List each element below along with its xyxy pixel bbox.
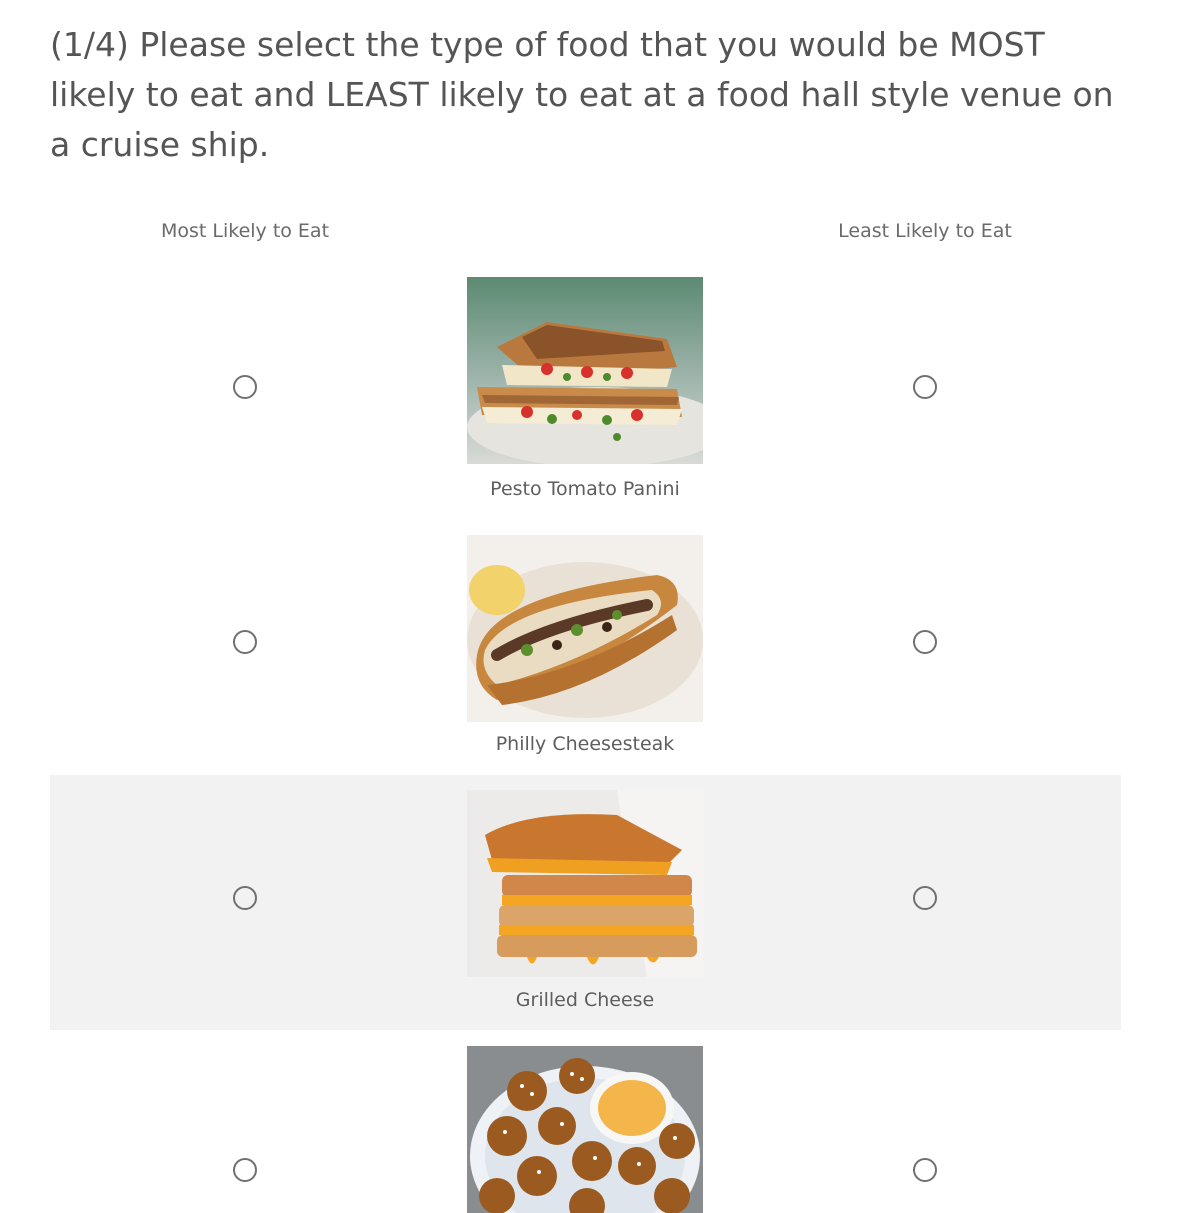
maxdiff-row-pesto-tomato-panini — [50, 265, 1121, 520]
maxdiff-row-grilled-cheese — [50, 775, 1121, 1030]
least-likely-column-header: Least Likely to Eat — [838, 220, 1012, 242]
question-text: (1/4) Please select the type of food that you would be MOST likely to eat and LEAST likely to eat at a food hall style venue on a cruise ship. — [50, 25, 1114, 164]
maxdiff-row-philly-cheesesteak — [50, 520, 1121, 775]
food-label-pesto-tomato-panini: Pesto Tomato Panini — [490, 478, 680, 500]
least-likely-radio[interactable] — [913, 630, 937, 654]
grilled-cheese-image[interactable] — [467, 790, 703, 977]
pesto-tomato-panini-image[interactable] — [467, 277, 703, 464]
most-likely-column-header: Most Likely to Eat — [160, 220, 330, 242]
most-likely-radio[interactable] — [233, 886, 257, 910]
least-likely-radio[interactable] — [913, 886, 937, 910]
pretzel-bites-image[interactable] — [467, 1046, 703, 1213]
least-likely-radio[interactable] — [913, 375, 937, 399]
philly-cheesesteak-image[interactable] — [467, 535, 703, 722]
most-likely-radio[interactable] — [233, 375, 257, 399]
food-label-grilled-cheese: Grilled Cheese — [515, 989, 655, 1011]
least-likely-radio[interactable] — [913, 1158, 937, 1182]
maxdiff-row-pretzel-bites — [50, 1030, 1121, 1213]
most-likely-radio[interactable] — [233, 1158, 257, 1182]
most-likely-radio[interactable] — [233, 630, 257, 654]
food-label-philly-cheesesteak: Philly Cheesesteak — [495, 733, 675, 755]
